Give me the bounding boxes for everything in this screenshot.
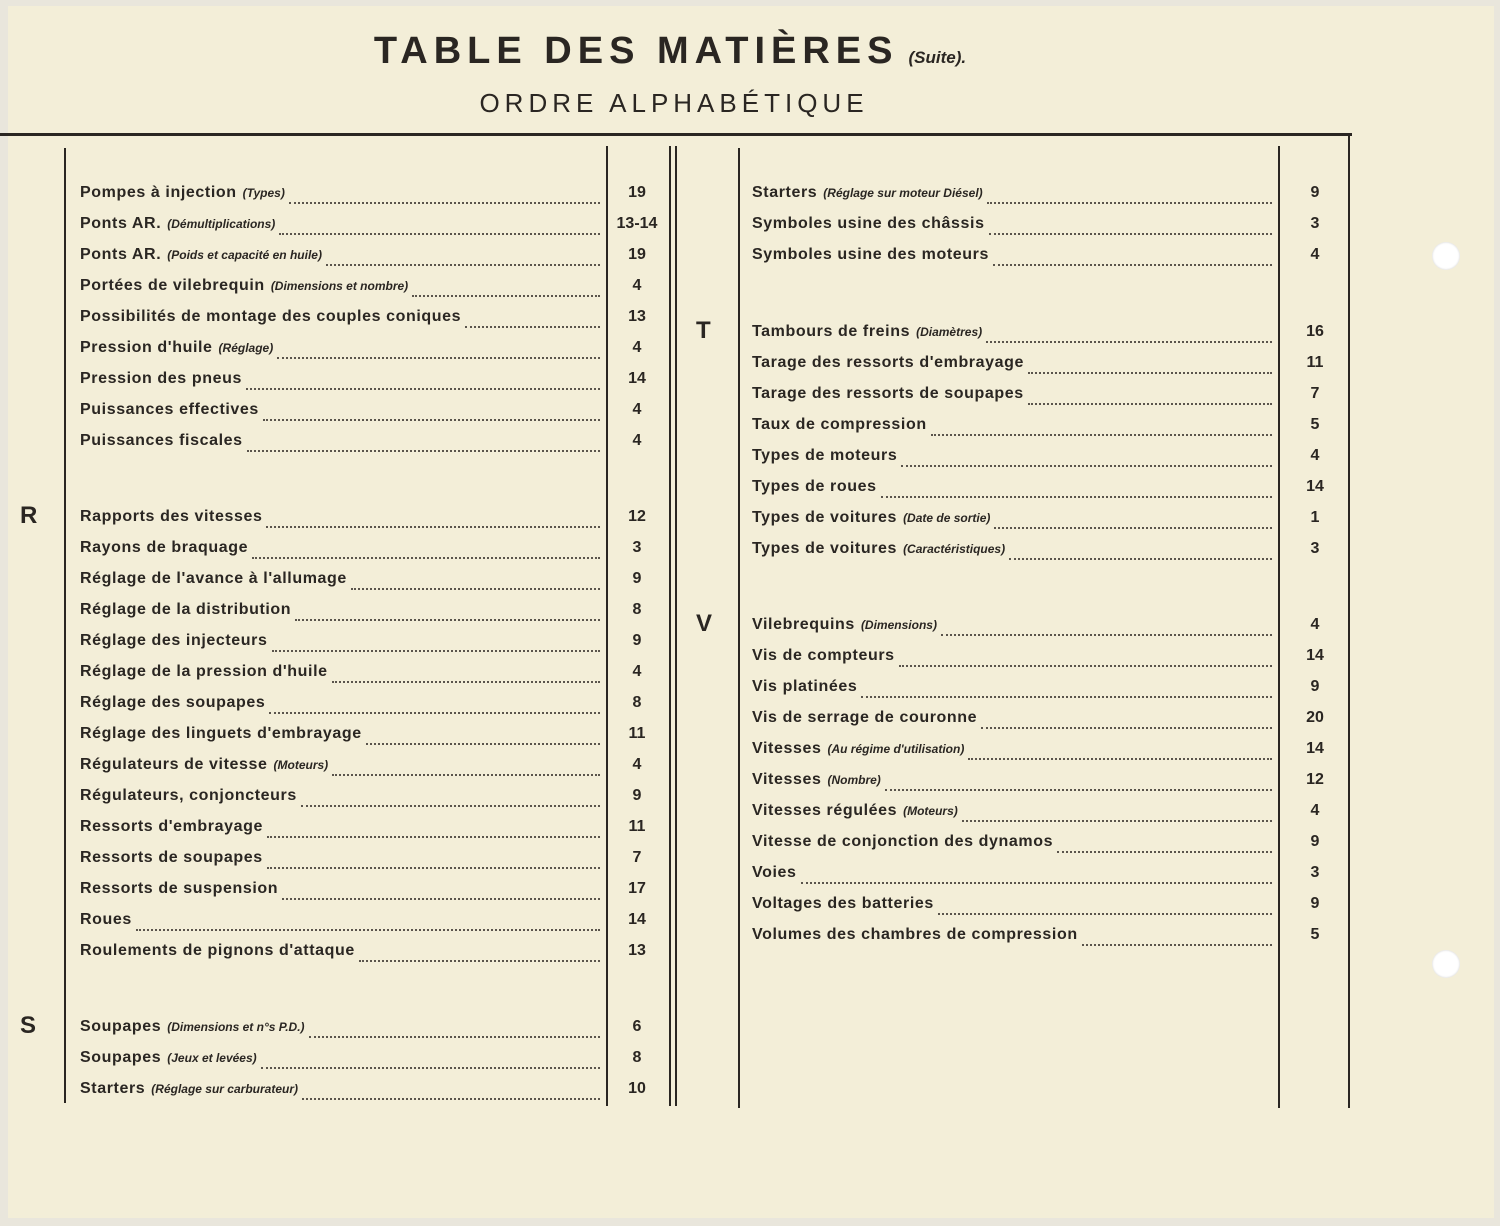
page-number: 9: [632, 632, 642, 649]
dot-leader: [247, 450, 600, 452]
page-edge-rule: [1348, 136, 1350, 1108]
entry-label: Types de roues: [752, 478, 877, 495]
dot-leader: [351, 588, 600, 590]
page-number: 3: [1310, 540, 1320, 557]
index-entry: [80, 432, 604, 456]
dot-leader: [1028, 372, 1272, 374]
page-number: 1: [1310, 509, 1320, 526]
index-entry: [752, 926, 1276, 950]
index-entry: [752, 740, 1276, 764]
index-entry: [80, 539, 604, 563]
index-entry: [80, 370, 604, 394]
entry-label: Pompes à injection: [80, 184, 237, 201]
entry-label: Symboles usine des châssis: [752, 215, 985, 232]
dot-leader: [269, 712, 600, 714]
column-divider-b: [675, 146, 677, 1106]
index-entry: [752, 354, 1276, 378]
page-number: 8: [632, 1049, 642, 1066]
page-number: 4: [632, 663, 642, 680]
dot-leader: [885, 789, 1272, 791]
page-number: 4: [632, 432, 642, 449]
dot-leader: [309, 1036, 600, 1038]
page-number: 19: [628, 184, 646, 201]
entry-label: Puissances effectives: [80, 401, 259, 418]
index-entry: [80, 818, 604, 842]
index-entry: [80, 277, 604, 301]
index-entry: [752, 771, 1276, 795]
dot-leader: [263, 419, 600, 421]
page-number: 8: [632, 694, 642, 711]
index-entry: [80, 911, 604, 935]
page-number: 4: [1310, 246, 1320, 263]
entry-label: Ponts AR.: [80, 246, 162, 263]
page-number: 13: [628, 308, 646, 325]
entry-label: Régulateurs de vitesse: [80, 756, 268, 773]
dot-leader: [986, 341, 1272, 343]
dot-leader: [1082, 944, 1272, 946]
index-entry: [752, 616, 1276, 640]
dot-leader: [302, 1098, 600, 1100]
entry-qualifier: (Moteurs): [903, 804, 958, 818]
dot-leader: [136, 929, 600, 931]
page-number: 17: [628, 880, 646, 897]
dot-leader: [941, 634, 1272, 636]
section-letter-v: V: [696, 610, 713, 637]
dot-leader: [465, 326, 600, 328]
entry-label: Réglage des injecteurs: [80, 632, 268, 649]
index-entry: [752, 416, 1276, 440]
entry-label: Rayons de braquage: [80, 539, 249, 556]
index-entry: [752, 184, 1276, 208]
dot-leader: [252, 557, 600, 559]
entry-label: Roulements de pignons d'attaque: [80, 942, 355, 959]
entry-qualifier: (Date de sortie): [903, 511, 991, 525]
dot-leader: [267, 836, 600, 838]
entry-label: Tambours de freins: [752, 323, 911, 340]
dot-leader: [359, 960, 600, 962]
index-entry: [752, 709, 1276, 733]
punch-hole: [1432, 950, 1460, 978]
index-entry: [752, 864, 1276, 888]
page-number: 11: [628, 725, 646, 742]
page-number: 11: [1306, 354, 1324, 371]
entry-label: Réglage de la distribution: [80, 601, 292, 618]
index-entry: [752, 540, 1276, 564]
entry-qualifier: (Dimensions et nombre): [270, 279, 409, 293]
header-rule: [0, 133, 1352, 136]
dot-leader: [279, 233, 600, 235]
dot-leader: [301, 805, 600, 807]
entry-qualifier: (Réglage sur carburateur): [151, 1082, 298, 1096]
dot-leader: [861, 696, 1272, 698]
page-number: 5: [1310, 416, 1320, 433]
entry-label: Soupapes: [80, 1049, 162, 1066]
dot-leader: [332, 681, 600, 683]
entry-label: Pression des pneus: [80, 370, 242, 387]
entry-label: Pression d'huile: [80, 339, 213, 356]
entry-qualifier: (Au régime d'utilisation): [827, 742, 965, 756]
title-suffix: (Suite).: [908, 48, 967, 67]
index-entry: [752, 647, 1276, 671]
dot-leader: [993, 264, 1272, 266]
entry-label: Symboles usine des moteurs: [752, 246, 990, 263]
section-letter-r: R: [20, 502, 38, 529]
index-entry: [80, 942, 604, 966]
page-number: 9: [632, 570, 642, 587]
page-number: 14: [1306, 647, 1324, 664]
entry-label: Vis de serrage de couronne: [752, 709, 978, 726]
page-number: 9: [1310, 833, 1320, 850]
punch-hole: [1432, 242, 1460, 270]
entry-qualifier: (Moteurs): [273, 758, 329, 772]
index-entry: [752, 895, 1276, 919]
entry-label: Vitesses régulées: [752, 802, 898, 819]
page-number: 19: [628, 246, 646, 263]
page-number: 4: [632, 401, 642, 418]
entry-label: Vis platinées: [752, 678, 858, 695]
dot-leader: [295, 619, 600, 621]
entry-qualifier: (Diamètres): [916, 325, 983, 339]
entry-label: Réglage des linguets d'embrayage: [80, 725, 362, 742]
dot-leader: [901, 465, 1272, 467]
dot-leader: [366, 743, 600, 745]
dot-leader: [968, 758, 1272, 760]
entry-label: Vitesses: [752, 771, 822, 788]
page-number: 8: [632, 601, 642, 618]
entry-label: Vilebrequins: [752, 616, 855, 633]
index-entry: [752, 478, 1276, 502]
dot-leader: [989, 233, 1272, 235]
dot-leader: [981, 727, 1272, 729]
section-letter-s: S: [20, 1012, 37, 1039]
page-number: 11: [628, 818, 646, 835]
entry-label: Ponts AR.: [80, 215, 162, 232]
page-number: 4: [632, 339, 642, 356]
index-entry: [80, 184, 604, 208]
entry-label: Types de moteurs: [752, 447, 898, 464]
index-entry: [80, 725, 604, 749]
index-entry: [752, 385, 1276, 409]
page-number: 4: [1310, 616, 1320, 633]
entry-qualifier: (Dimensions): [860, 618, 937, 632]
page-number: 9: [1310, 895, 1320, 912]
entry-label: Régulateurs, conjoncteurs: [80, 787, 297, 804]
page-number: 12: [1306, 771, 1324, 788]
page-number: 12: [628, 508, 646, 525]
page-number: 14: [1306, 478, 1324, 495]
entry-label: Réglage de la pression d'huile: [80, 663, 328, 680]
page-number: 13: [628, 942, 646, 959]
index-entry: [80, 756, 604, 780]
index-entry: [80, 401, 604, 425]
dot-leader: [412, 295, 600, 297]
dot-leader: [899, 665, 1272, 667]
index-entry: [752, 447, 1276, 471]
index-entry: [80, 508, 604, 532]
page-number: 7: [632, 849, 642, 866]
entry-label: Roues: [80, 911, 132, 928]
page-number: 9: [1310, 678, 1320, 695]
entry-label: Types de voitures: [752, 509, 898, 526]
dot-leader: [289, 202, 600, 204]
dot-leader: [987, 202, 1272, 204]
index-entry: [80, 1018, 604, 1042]
page-number: 3: [1310, 864, 1320, 881]
entry-label: Ressorts d'embrayage: [80, 818, 263, 835]
dot-leader: [881, 496, 1272, 498]
page-number: 20: [1306, 709, 1324, 726]
dot-leader: [962, 820, 1272, 822]
dot-leader: [801, 882, 1273, 884]
document-subtitle: ORDRE ALPHABÉTIQUE: [479, 88, 869, 118]
entry-label: Tarage des ressorts de soupapes: [752, 385, 1024, 402]
page-number: 14: [1306, 740, 1324, 757]
index-entry: [80, 570, 604, 594]
index-entry: [80, 787, 604, 811]
page-number: 3: [1310, 215, 1320, 232]
entry-label: Portées de vilebrequin: [80, 277, 265, 294]
entry-qualifier: (Jeux et levées): [167, 1051, 257, 1065]
entry-label: Réglage de l'avance à l'allumage: [80, 570, 347, 587]
index-entry: [80, 1049, 604, 1073]
dot-leader: [1028, 403, 1272, 405]
page-number: 9: [632, 787, 642, 804]
entry-qualifier: (Réglage): [218, 341, 274, 355]
section-letter-t: T: [696, 317, 711, 344]
index-entry: [80, 246, 604, 270]
index-entry: [752, 509, 1276, 533]
page-number: 10: [628, 1080, 646, 1097]
entry-label: Voltages des batteries: [752, 895, 934, 912]
entry-label: Voies: [752, 864, 797, 881]
entry-label: Vitesse de conjonction des dynamos: [752, 833, 1054, 850]
entry-label: Soupapes: [80, 1018, 162, 1035]
index-entry: [80, 308, 604, 332]
entry-label: Starters: [752, 184, 818, 201]
entry-label: Possibilités de montage des couples coniques: [80, 308, 462, 325]
entry-label: Types de voitures: [752, 540, 898, 557]
page-number: 9: [1310, 184, 1320, 201]
page-number: 5: [1310, 926, 1320, 943]
index-entry: [752, 246, 1276, 270]
dot-leader: [272, 650, 601, 652]
index-entry: [80, 849, 604, 873]
index-entry: [752, 833, 1276, 857]
dot-leader: [1057, 851, 1272, 853]
page-number-rule-left: [606, 146, 608, 1106]
document-title: [0, 30, 1340, 73]
entry-label: Taux de compression: [752, 416, 927, 433]
page-number: 14: [628, 370, 646, 387]
dot-leader: [938, 913, 1272, 915]
index-entry: [752, 802, 1276, 826]
index-entry: [752, 215, 1276, 239]
entry-label: Puissances fiscales: [80, 432, 243, 449]
dot-leader: [1009, 558, 1272, 560]
entry-qualifier: (Réglage sur moteur Diésel): [823, 186, 983, 200]
page-number: 6: [632, 1018, 642, 1035]
entry-qualifier: (Poids et capacité en huile): [167, 248, 322, 262]
index-entry: [752, 678, 1276, 702]
entry-label: Réglage des soupapes: [80, 694, 266, 711]
index-entry: [752, 323, 1276, 347]
index-entry: [80, 694, 604, 718]
dot-leader: [277, 357, 600, 359]
entry-label: Rapports des vitesses: [80, 508, 263, 525]
title-text: TABLE DES MATIÈRES: [373, 30, 899, 72]
index-entry: [80, 1080, 604, 1104]
index-entry: [80, 215, 604, 239]
page-number: 14: [628, 911, 646, 928]
page-number: 13-14: [616, 215, 658, 232]
dot-leader: [261, 1067, 600, 1069]
page-number: 4: [632, 277, 642, 294]
entry-label: Vitesses: [752, 740, 822, 757]
index-entry: [80, 601, 604, 625]
entry-qualifier: (Types): [242, 186, 285, 200]
index-entry: [80, 339, 604, 363]
dot-leader: [332, 774, 600, 776]
dot-leader: [326, 264, 600, 266]
entry-qualifier: (Dimensions et n°s P.D.): [167, 1020, 305, 1034]
dot-leader: [267, 867, 600, 869]
entry-label: Tarage des ressorts d'embrayage: [752, 354, 1025, 371]
page-number: 4: [1310, 447, 1320, 464]
left-column-rule: [64, 148, 66, 1103]
entry-label: Ressorts de suspension: [80, 880, 279, 897]
page-number: 4: [632, 756, 642, 773]
page-number: 4: [1310, 802, 1320, 819]
page-number-rule-right: [1278, 146, 1280, 1108]
dot-leader: [246, 388, 600, 390]
right-column-rule: [738, 148, 740, 1108]
dot-leader: [931, 434, 1272, 436]
index-entry: [80, 632, 604, 656]
entry-qualifier: (Nombre): [827, 773, 881, 787]
entry-qualifier: (Caractéristiques): [903, 542, 1006, 556]
page-number: 7: [1310, 385, 1320, 402]
page-number: 16: [1306, 323, 1324, 340]
dot-leader: [266, 526, 600, 528]
entry-label: Starters: [80, 1080, 146, 1097]
entry-label: Volumes des chambres de compression: [752, 926, 1078, 943]
page-number: 3: [632, 539, 642, 556]
index-entry: [80, 880, 604, 904]
entry-label: Ressorts de soupapes: [80, 849, 263, 866]
column-divider-a: [669, 146, 671, 1106]
dot-leader: [282, 898, 600, 900]
dot-leader: [994, 527, 1272, 529]
index-entry: [80, 663, 604, 687]
entry-qualifier: (Démultiplications): [167, 217, 276, 231]
entry-label: Vis de compteurs: [752, 647, 895, 664]
